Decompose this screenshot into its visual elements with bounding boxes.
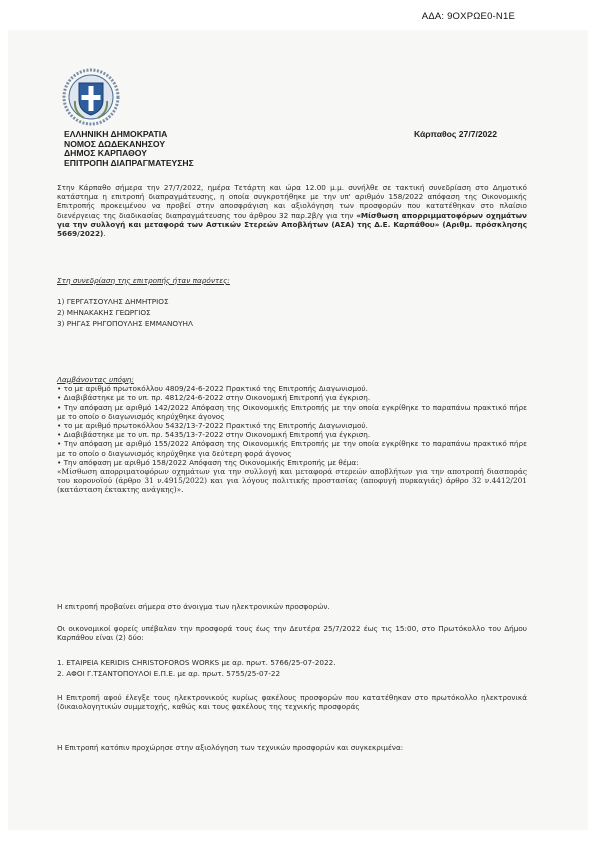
checked-paragraph: Η Επιτροπή αφού έλεγξε τους ηλεκτρονικούς κυρίως φακέλους προσφορών που κατατέθηκαν στο πρωτόκολλο ηλεκτρονικά (δικαιολογητικών συμμετοχής, καθώς και τους φακέλους της τεχνικής προσφοράς: [57, 693, 527, 712]
bidder-item: 2. ΑΦΟΙ Γ.ΤΣΑΝΤΟΠΟΥΛΟΙ Ε.Π.Ε. με αρ. πρωτ. 5755/25-07-22: [57, 669, 281, 678]
header-line-republic: ΕΛΛΗΝΙΚΗ ΔΗΜΟΚΡΑΤΙΑ: [64, 129, 168, 139]
present-member: 3) ΡΗΓΑΣ ΡΗΓΟΠΟΥΛΗΣ ΕΜΜΑΝΟΥΗΛ: [57, 319, 193, 328]
submitted-paragraph: Οι οικονομικοί φορείς υπέβαλαν την προσφορά τους έως την Δευτέρα 25/7/2022 έως τις 15:00, στο Πρωτόκολλο του Δήμου Καρπάθου είναι (2) δύο:: [57, 624, 527, 643]
present-member: 1) ΓΕΡΓΑΤΣΟΥΛΗΣ ΔΗΜΗΤΡΙΟΣ: [57, 297, 169, 306]
document-date: Κάρπαθος 27/7/2022: [414, 129, 497, 139]
proceeds-paragraph: Η επιτροπή προβαίνει σήμερα στο άνοιγμα των ηλεκτρονικών προσφορών.: [57, 602, 330, 611]
decision-subject: «Μίσθωση απορριματοφόρων οχημάτων για την συλλογή και μεταφορά στερεών αποβλήτων για την αποτροπή διασποράς του κορονοϊού (άρθρο 31 ν.4915/2022) και για λόγους πολιτικής προστασίας (αποφυγή πυρκαγιάς) άρθρο 32 ν.4412/201 (κατάσταση έκτακτης ανάγκης)».: [57, 467, 527, 495]
present-heading: [57, 276, 527, 285]
ada-code: ΑΔΑ: 9ΟΧΡΩΕ0-Ν1Ε: [421, 11, 515, 22]
considering-item: • Διαβιβάστηκε με το υπ. πρ. 4812/24-6-2022 στην Οικονομική Επιτροπή για έγκριση.: [57, 393, 371, 403]
bidder-item: 1. ΕΤΑΙΡΕΙΑ KERIDIS CHRISTOFOROS WORKS με αρ. πρωτ. 5766/25-07-2022.: [57, 658, 336, 667]
considering-item: • Διαβιβάστηκε με το υπ. πρ. 5435/13-7-2022 στην Οικονομική Επιτροπή για έγκριση.: [57, 430, 371, 440]
evaluation-paragraph: Η Επιτροπή κατόπιν προχώρησε στην αξιολόγηση των τεχνικών προσφορών και συγκεκριμένα:: [57, 743, 404, 752]
considering-item: • το με αριθμό πρωτοκόλλου 4809/24-6-2022 Πρακτικό της Επιτροπής Διαγωνισμού.: [57, 384, 368, 394]
considering-item: • Την απόφαση με αριθμό 142/2022 Απόφαση της Οικονομικής Επιτροπής με την οποία εγκρίθηκε το παραπάνω πρακτικό πήρε με το οποίο ο διαγωνισμός κηρύχθηκε άγονος: [57, 402, 527, 421]
letterhead: [64, 130, 194, 168]
considering-title: Λαμβάνοντας υπόψη:: [57, 375, 134, 384]
header-line-municipality: ΔΗΜΟΣ ΚΑΡΠΑΘΟΥ: [64, 148, 147, 159]
present-list: [57, 296, 527, 329]
intro-end: .: [103, 229, 106, 239]
considering-section: [57, 375, 527, 495]
intro-text: Στην Κάρπαθο σήμερα την 27/7/2022, ημέρα Τετάρτη και ώρα 12.00 μ.μ. συνήλθε σε τακτική συνεδρίαση στο Δημοτικό κατάστημα η επιτροπή διαπραγμάτευσης, η οποία συγκροτήθηκε με την υπ' αριθμόν 158/2022 απόφαση της Οικονομικής Επιτροπής προκειμένου να προβεί στην αποσφράγιση και αξιολόγηση των προσφορών που κατατέθηκαν στο πλαίσιο διενέργειας της διαδικασίας διαπραγμάτευσης του άρθρου 32 παρ.2β/γ για την: [57, 183, 527, 220]
header-line-prefecture: ΝΟΜΟΣ ΔΩΔΕΚΑΝΗΣΟΥ: [64, 138, 166, 149]
considering-item: • Την απόφαση με αριθμό 155/2022 Απόφαση της Οικονομικής Επιτροπής με την οποία εγκρίθηκε το παραπάνω πρακτικό πήρε με το οποίο ο διαγωνισμός κηρύχθηκε για δεύτερη φορά άγονος: [57, 439, 527, 458]
greek-coat-of-arms-seal: [62, 68, 120, 126]
header-line-committee: ΕΠΙΤΡΟΠΗ ΔΙΑΠΡΑΓΜΑΤΕΥΣΗΣ: [64, 157, 194, 168]
bidders-list: [57, 657, 527, 679]
considering-item: • Την απόφαση με αριθμό 158/2022 Απόφαση της Οικονομικής Επιτροπής με θέμα:: [57, 457, 359, 467]
intro-bold-title: «Μίσθωση απορριμματοφόρων οχημάτων για την συλλογή και μεταφορά των Αστικών Στερεών Αποβλήτων (ΑΣΑ) της Δ.Ε. Καρπάθου» (Αριθμ. πρόσκλησης 5669/2022): [57, 210, 527, 239]
present-title: Στη συνεδρίαση της επιτροπής ήταν παρόντες:: [57, 276, 230, 285]
intro-paragraph: [57, 183, 527, 238]
considering-item: • το με αριθμό πρωτοκόλλου 5432/13-7-2022 Πρακτικό της Επιτροπής Διαγωνισμού.: [57, 421, 368, 431]
present-member: 2) ΜΗΝΑΚΑΚΗΣ ΓΕΩΡΓΙΟΣ: [57, 308, 151, 317]
